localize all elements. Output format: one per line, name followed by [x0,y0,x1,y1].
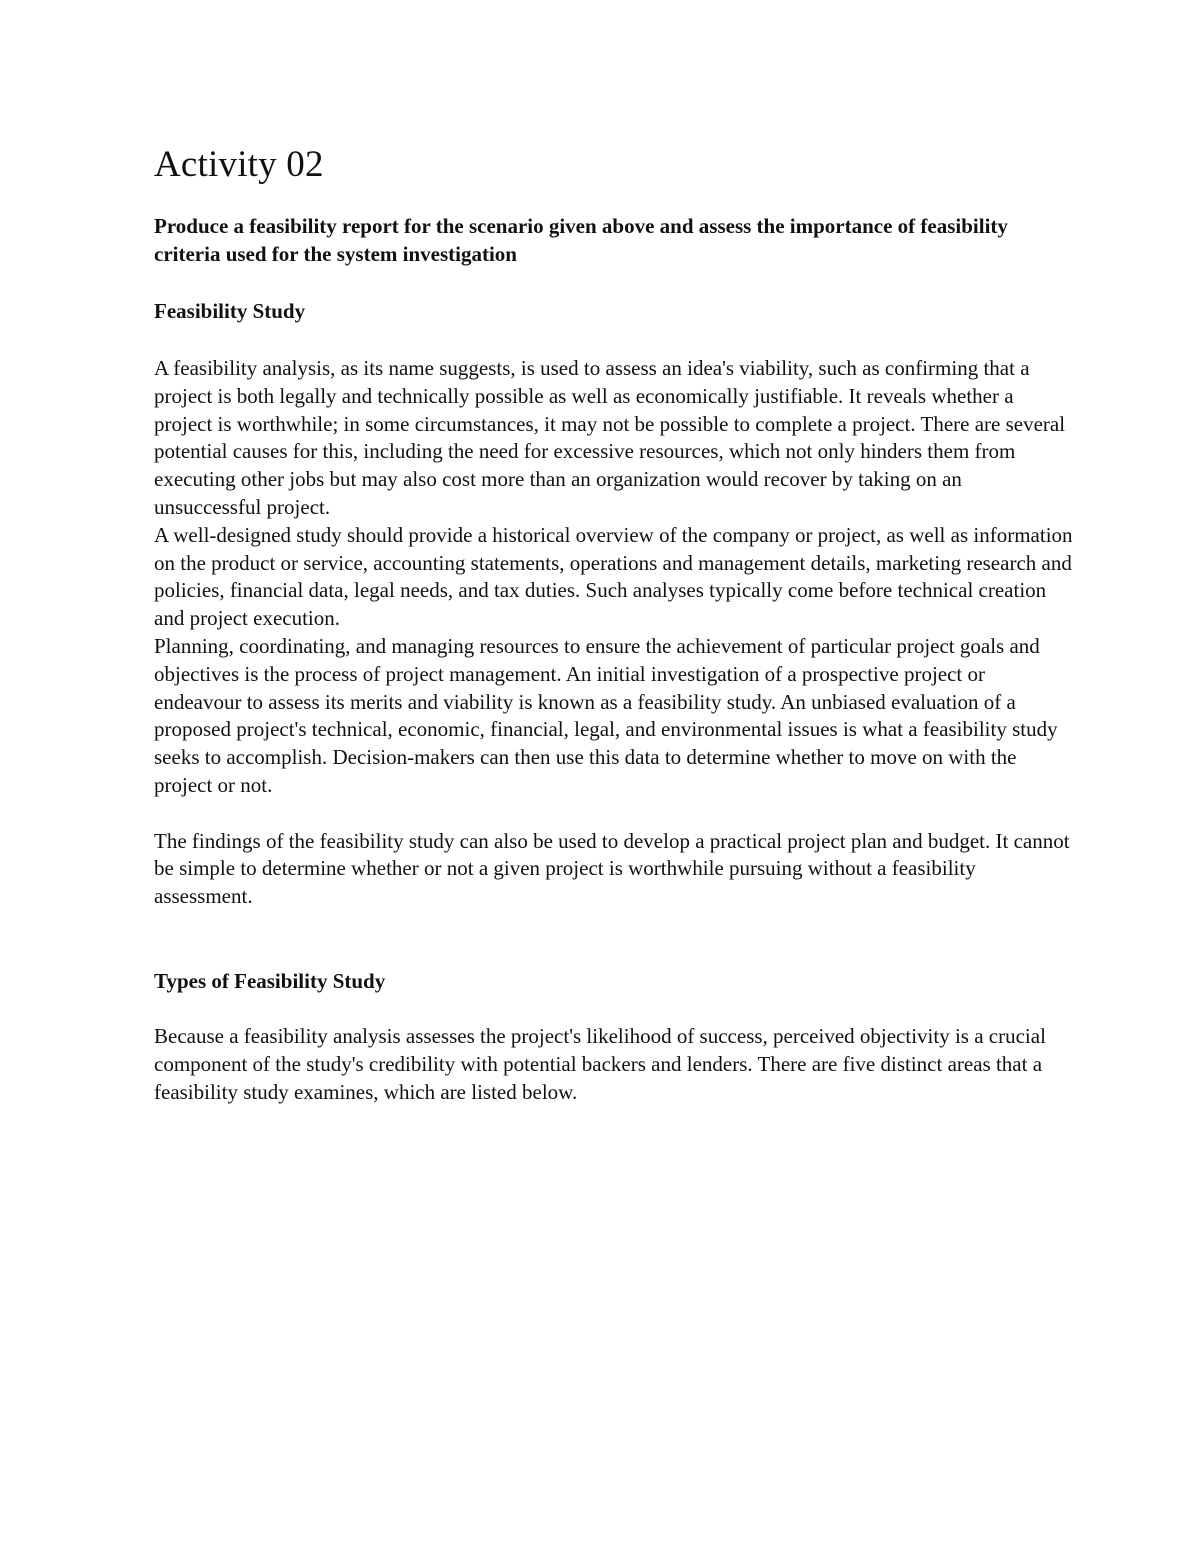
section-heading-feasibility-study: Feasibility Study [154,299,306,323]
paragraph: The findings of the feasibility study can also be used to develop a practical project plan and budget. It cannot be simple to determine whether or not a given project is worthwhile pursuing without a feasibility assessment. [154,828,1070,909]
paragraph: Planning, coordinating, and managing resources to ensure the achievement of particular project goals and objectives is the process of project management. An initial investigation of a prospective project or endeavour to assess its merits and viability is known as a feasibility study. An unbiased evaluation of a proposed project's technical, economic, financial, legal, and environmental issues is what a feasibility study seeks to accomplish. Decision-makers can then use this data to determine whether to move on with the project or not. [154,633,1058,797]
paragraph: A feasibility analysis, as its name suggests, is used to assess an idea's viability, such as confirming that a project is both legally and technically possible as well as economically justifiable. It reveals whether a project is worthwhile; in some circumstances, it may not be possible to complete a project. There are several potential causes for this, including the need for excessive resources, which not only hinders them from executing other jobs but may also cost more than an organization would recover by taking on an unsuccessful project. [154,356,1066,519]
document-content [154,140,1074,1106]
section-heading-types-of-feasibility-study: Types of Feasibility Study [154,968,386,993]
paragraph: A well-designed study should provide a historical overview of the company or project, as well as information on the product or service, accounting statements, operations and management details, marketing research and policies, financial data, legal needs, and tax duties. Such analyses typically come before technical creation and project execution. [154,522,1073,631]
activity-prompt: Produce a feasibility report for the scenario given above and assess the importance of feasibility criteria used for the system investigation [154,214,1008,266]
page-title: Activity 02 [154,144,324,185]
paragraph: Because a feasibility analysis assesses the project's likelihood of success, perceived objectivity is a crucial component of the study's credibility with potential backers and lenders. There are five distinct areas that a feasibility study examines, which are listed below. [154,1023,1046,1104]
